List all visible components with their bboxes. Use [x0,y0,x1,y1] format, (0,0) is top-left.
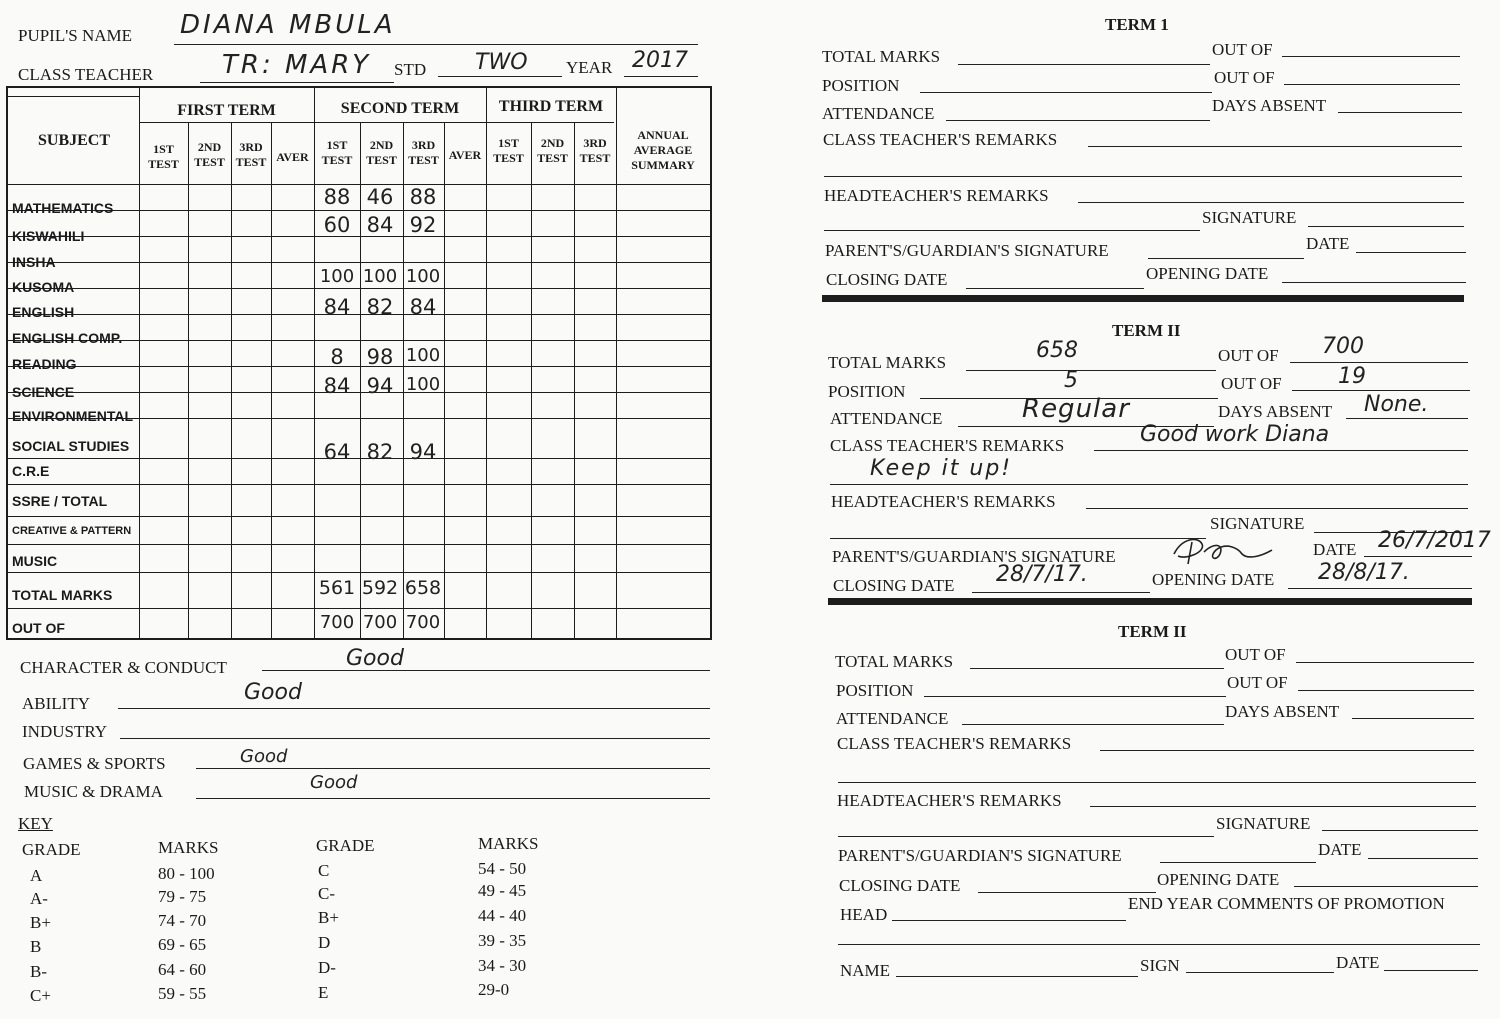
t1-test2-a: 2ND [197,140,222,154]
t3-sign-label: SIGN [1140,956,1180,975]
t1-days-absent-label: DAYS ABSENT [1212,96,1327,115]
t2-test2-b: TEST [366,153,397,167]
t2-aver: AVER [448,148,482,162]
mark-kisw-3: 92 [409,213,437,237]
t3-test3-b: TEST [579,151,611,165]
character-value: Good [346,646,404,671]
t2-outof-label: OUT OF [1218,346,1279,365]
t1-test1-a: 1ST [153,142,174,156]
mark-kisw-2: 84 [366,213,394,237]
mark-ss-1: 64 [323,440,351,464]
t2-test3-a: 3RD [411,138,436,152]
mark-sci-1: 84 [323,374,351,398]
key-grade-d: D [318,933,331,952]
key-marks-header-1: MARKS [158,838,219,857]
mark-math-1: 88 [323,185,351,209]
key-marks-header-2: MARKS [478,834,539,853]
class-teacher-line [200,82,394,83]
t2-ct-remarks-value: Good work Diana [1140,422,1330,447]
t2-outof2-label: OUT OF [1221,374,1282,393]
t2-outof-value: 700 [1322,334,1364,359]
t3-attendance-label: ATTENDANCE [836,709,949,728]
mark-total-2: 592 [361,577,399,599]
t1-position-label: POSITION [822,76,900,95]
t3-opening-label: OPENING DATE [1157,870,1280,889]
t3-head-label: HEAD [840,905,888,924]
subject-kusoma: KUSOMA [12,279,75,295]
t1-parent-sig-label: PARENT'S/GUARDIAN'S SIGNATURE [825,241,1109,260]
subject-total-marks: TOTAL MARKS [12,587,113,603]
pupil-name-line [174,44,698,45]
mark-math-3: 88 [409,185,437,209]
subject-insha: INSHA [12,254,56,270]
key-grade-b-plus: B+ [30,913,51,932]
subject-mathematics: MATHEMATICS [12,200,114,216]
t2-total-value: 658 [1036,338,1078,363]
character-label: CHARACTER & CONDUCT [20,658,227,677]
subject-cre: C.R.E [12,463,50,479]
key-marks-c: 54 - 50 [478,859,527,878]
key-grade-b-minus: B- [30,962,47,981]
t3-outof2-label: OUT OF [1227,673,1288,692]
t3-total-label: TOTAL MARKS [835,652,954,671]
mark-kusoma-1: 100 [319,266,355,287]
t2-parent-sig-label: PARENT'S/GUARDIAN'S SIGNATURE [832,547,1116,566]
key-grade-c-minus: C- [318,884,335,903]
annual-a: ANNUAL [637,128,689,142]
grades-table [6,86,712,640]
t2-opening-value: 28/8/17. [1318,560,1410,585]
annual-c: SUMMARY [631,158,695,172]
key-title: KEY [18,814,53,833]
t2-test2-a: 2ND [369,138,394,152]
t2-signature-label: SIGNATURE [1210,514,1305,533]
t3-signature-label: SIGNATURE [1216,814,1311,833]
t1-ht-remarks-label: HEADTEACHER'S REMARKS [824,186,1049,205]
t2-closing-value: 28/7/17. [996,562,1088,587]
t3-name-label: NAME [840,961,891,980]
t3-date-label: DATE [1318,840,1362,859]
t1-opening-label: OPENING DATE [1146,264,1269,283]
ability-label: ABILITY [22,694,90,713]
mark-math-2: 46 [366,185,394,209]
class-teacher-value: TR: MARY [222,50,372,80]
subject-social-studies: SOCIAL STUDIES [12,438,130,454]
t2-attendance-label: ATTENDANCE [830,409,943,428]
t3-test1-b: TEST [493,151,524,165]
mark-read-2: 98 [366,345,394,369]
t1-outof2-label: OUT OF [1214,68,1275,87]
key-marks-d: 39 - 35 [478,931,527,950]
t1-test2-b: TEST [194,155,225,169]
std-label: STD [394,60,427,79]
t3-test2-a: 2ND [540,136,565,150]
t2-test1-a: 1ST [326,138,348,152]
subject-creative-pattern: CREATIVE & PATTERN [12,525,132,537]
key-marks-b-minus: 64 - 60 [158,960,207,979]
t1-test3-b: TEST [235,155,267,169]
key-marks-c-plus: 59 - 55 [158,984,207,1003]
key-marks-a: 80 - 100 [158,864,215,883]
key-marks-a-minus: 79 - 75 [158,887,207,906]
pupil-name-value: DIANA MBULA [180,10,396,40]
mark-outof-2: 700 [362,612,398,633]
t2-total-label: TOTAL MARKS [828,353,947,372]
games-value: Good [240,746,288,767]
subject-english: ENGLISH [12,304,75,320]
t2-closing-label: CLOSING DATE [833,576,955,595]
music-drama-label: MUSIC & DRAMA [24,782,163,801]
mark-kusoma-2: 100 [362,266,398,287]
t3-test1-a: 1ST [498,136,519,150]
subject-environmental: ENVIRONMENTAL [12,408,134,424]
annual-b: AVERAGE [633,143,693,157]
subject-science: SCIENCE [12,384,75,400]
std-line [438,76,562,77]
key-grade-c-plus: C+ [30,986,51,1005]
parent-signature-mark [1168,532,1278,566]
t3-date2-label: DATE [1336,953,1380,972]
mark-sci-2: 94 [366,374,394,398]
mark-eng-2: 82 [366,295,394,319]
mark-kusoma-3: 100 [405,266,441,287]
subject-english-comp: ENGLISH COMP. [12,330,123,346]
games-label: GAMES & SPORTS [23,754,166,773]
key-marks-b: 69 - 65 [158,935,207,954]
mark-sci-3: 100 [405,374,441,395]
term-3-title: TERM II [1118,622,1187,641]
t2-attendance-value: Regular [1022,394,1130,424]
key-marks-b-plus: 74 - 70 [158,911,207,930]
key-grade-header-1: GRADE [22,840,81,859]
key-marks-d-minus: 34 - 30 [478,956,527,975]
key-grade-b: B [30,937,42,956]
t2-position-value: 5 [1064,368,1078,393]
mark-outof-3: 700 [405,612,441,633]
std-value: TWO [475,50,528,75]
first-term-header: FIRST TERM [177,102,276,119]
t2-ct-remarks-value-2: Keep it up! [870,456,1013,481]
t2-opening-label: OPENING DATE [1152,570,1275,589]
t2-test3-b: TEST [408,153,439,167]
mark-eng-1: 84 [323,295,351,319]
t3-days-absent-label: DAYS ABSENT [1225,702,1340,721]
term-2-title: TERM II [1112,321,1181,340]
subject-out-of: OUT OF [12,620,65,636]
key-marks-c-minus: 49 - 45 [478,881,527,900]
t2-ht-remarks-label: HEADTEACHER'S REMARKS [831,492,1056,511]
term-1-title: TERM 1 [1105,15,1169,34]
year-line [624,76,698,77]
subject-kiswahili: KISWAHILI [12,228,85,244]
pupil-name-label: PUPIL'S NAME [18,26,133,45]
t3-outof-label: OUT OF [1225,645,1286,664]
t3-test2-b: TEST [537,151,568,165]
t1-ct-remarks-label: CLASS TEACHER'S REMARKS [823,130,1058,149]
t1-attendance-label: ATTENDANCE [822,104,935,123]
third-term-header: THIRD TERM [498,98,604,115]
t2-date-label: DATE [1313,540,1357,559]
t3-test3-a: 3RD [583,136,607,150]
t3-ct-remarks-label: CLASS TEACHER'S REMARKS [837,734,1072,753]
t1-signature-label: SIGNATURE [1202,208,1297,227]
t3-ht-remarks-label: HEADTEACHER'S REMARKS [837,791,1062,810]
mark-total-3: 658 [404,577,442,599]
t1-test3-a: 3RD [239,140,263,154]
key-grade-d-minus: D- [318,958,336,977]
t2-position-label: POSITION [828,382,906,401]
t3-position-label: POSITION [836,681,914,700]
key-grade-b-plus-2: B+ [318,908,339,927]
t1-date-label: DATE [1306,234,1350,253]
t2-ct-remarks-label: CLASS TEACHER'S REMARKS [830,436,1065,455]
subject-music: MUSIC [12,553,58,569]
mark-ss-2: 82 [366,440,394,464]
class-teacher-label: CLASS TEACHER [18,65,154,84]
term-2-divider [828,598,1472,605]
mark-read-3: 100 [405,345,441,366]
subject-ssre-total: SSRE / TOTAL [12,493,108,509]
industry-label: INDUSTRY [22,722,108,741]
t1-closing-label: CLOSING DATE [826,270,948,289]
mark-eng-3: 84 [409,295,437,319]
t3-closing-label: CLOSING DATE [839,876,961,895]
key-marks-b-plus-2: 44 - 40 [478,906,527,925]
key-grade-a-minus: A- [30,889,48,908]
t1-test1-b: TEST [148,157,179,171]
t2-outof2-value: 19 [1338,364,1366,389]
key-grade-a: A [30,866,43,885]
subject-header: SUBJECT [37,132,111,149]
year-label: YEAR [566,58,613,77]
key-marks-e: 29-0 [478,980,510,999]
mark-outof-1: 700 [319,612,355,633]
t2-days-absent-label: DAYS ABSENT [1218,402,1333,421]
t2-date-value: 26/7/2017 [1378,528,1491,553]
term-1-divider [822,295,1464,302]
t3-end-year-label: END YEAR COMMENTS OF PROMOTION [1128,894,1445,913]
mark-ss-3: 94 [409,440,437,464]
t3-parent-sig-label: PARENT'S/GUARDIAN'S SIGNATURE [838,846,1122,865]
ability-value: Good [244,680,302,705]
key-grade-e: E [318,983,329,1002]
mark-total-1: 561 [318,577,356,599]
t1-outof-label: OUT OF [1212,40,1273,59]
mark-kisw-1: 60 [323,213,351,237]
key-grade-header-2: GRADE [316,836,375,855]
second-term-header: SECOND TERM [340,100,460,117]
t1-aver: AVER [276,150,309,164]
t1-total-label: TOTAL MARKS [822,47,941,66]
mark-read-1: 8 [330,345,344,369]
subject-reading: READING [12,356,77,372]
t2-days-absent-value: None. [1364,392,1429,417]
t2-test1-b: TEST [321,153,353,167]
music-drama-value: Good [310,772,358,793]
key-grade-c: C [318,861,330,880]
year-value: 2017 [632,48,688,73]
